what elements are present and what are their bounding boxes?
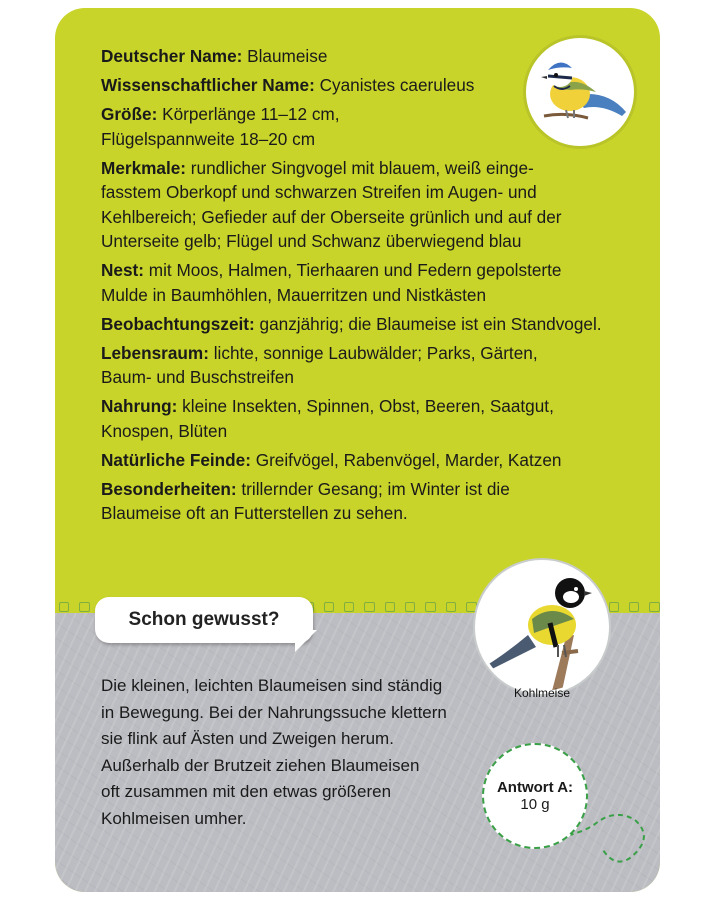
trivia-text: Die kleinen, leichten Blaumeisen sind ständig in Bewegung. Bei der Nahrungssuche klettern sie flink auf Ästen und Zweigen herum. Außerhalb der Brutzeit ziehen Blaumeisen oft zusammen mit den etwas größeren Kohlmeisen umher.	[101, 676, 447, 828]
fact-value: Blaumeise	[242, 46, 328, 66]
fact-label: Deutscher Name:	[101, 46, 243, 66]
fact-label: Nest:	[101, 260, 144, 280]
fact-value: ganzjährig; die Blaumeise ist ein Standvogel.	[254, 313, 602, 334]
fact-label: Größe:	[101, 104, 158, 124]
fact-value: rundlicher Singvogel mit blauem, weiß einge- fasstem Oberkopf und schwarzen Streifen im Augen- und Kehlbereich; Gefieder auf der Oberseite grünlich und auf der Unterseite gelb; Flügel und Schwanz überwiegend blau	[101, 157, 562, 251]
answer-badge	[482, 743, 588, 849]
fact-value: Körperlänge 11–12 cm, Flügelspannweite 18–20 cm	[101, 104, 340, 149]
fact-label: Besonderheiten:	[101, 478, 237, 499]
fact-value: trillernder Gesang; im Winter ist die Blaumeise oft an Futterstellen zu sehen.	[101, 478, 510, 523]
answer-value: 10 g	[520, 796, 550, 813]
fact-label: Wissenschaftlicher Name:	[101, 75, 315, 95]
fact-label: Beobachtungszeit:	[101, 313, 255, 334]
fact-value: Cyanistes caeruleus	[314, 75, 475, 95]
fact-label: Merkmale:	[101, 157, 187, 178]
fact-value: lichte, sonnige Laubwälder; Parks, Gärten, Baum- und Buschstreifen	[101, 342, 538, 387]
fact-label: Natürliche Feinde:	[101, 449, 251, 470]
kohlmeise-caption-text: Kohlmeise	[513, 686, 571, 700]
bubble-title: Schon gewusst?	[128, 609, 280, 630]
answer-label: Antwort A:	[496, 779, 574, 796]
fact-label: Nahrung:	[101, 396, 178, 416]
fact-label: Lebensraum:	[101, 342, 209, 363]
fact-value: mit Moos, Halmen, Tierhaaren und Federn gepolsterte Mulde in Baumhöhlen, Mauerritzen und Nistkästen	[101, 260, 562, 305]
fact-value: Greifvögel, Rabenvögel, Marder, Katzen	[250, 449, 562, 470]
info-card	[55, 8, 660, 892]
fact-value: kleine Insekten, Spinnen, Obst, Beeren, Saatgut, Knospen, Blüten	[101, 396, 554, 441]
